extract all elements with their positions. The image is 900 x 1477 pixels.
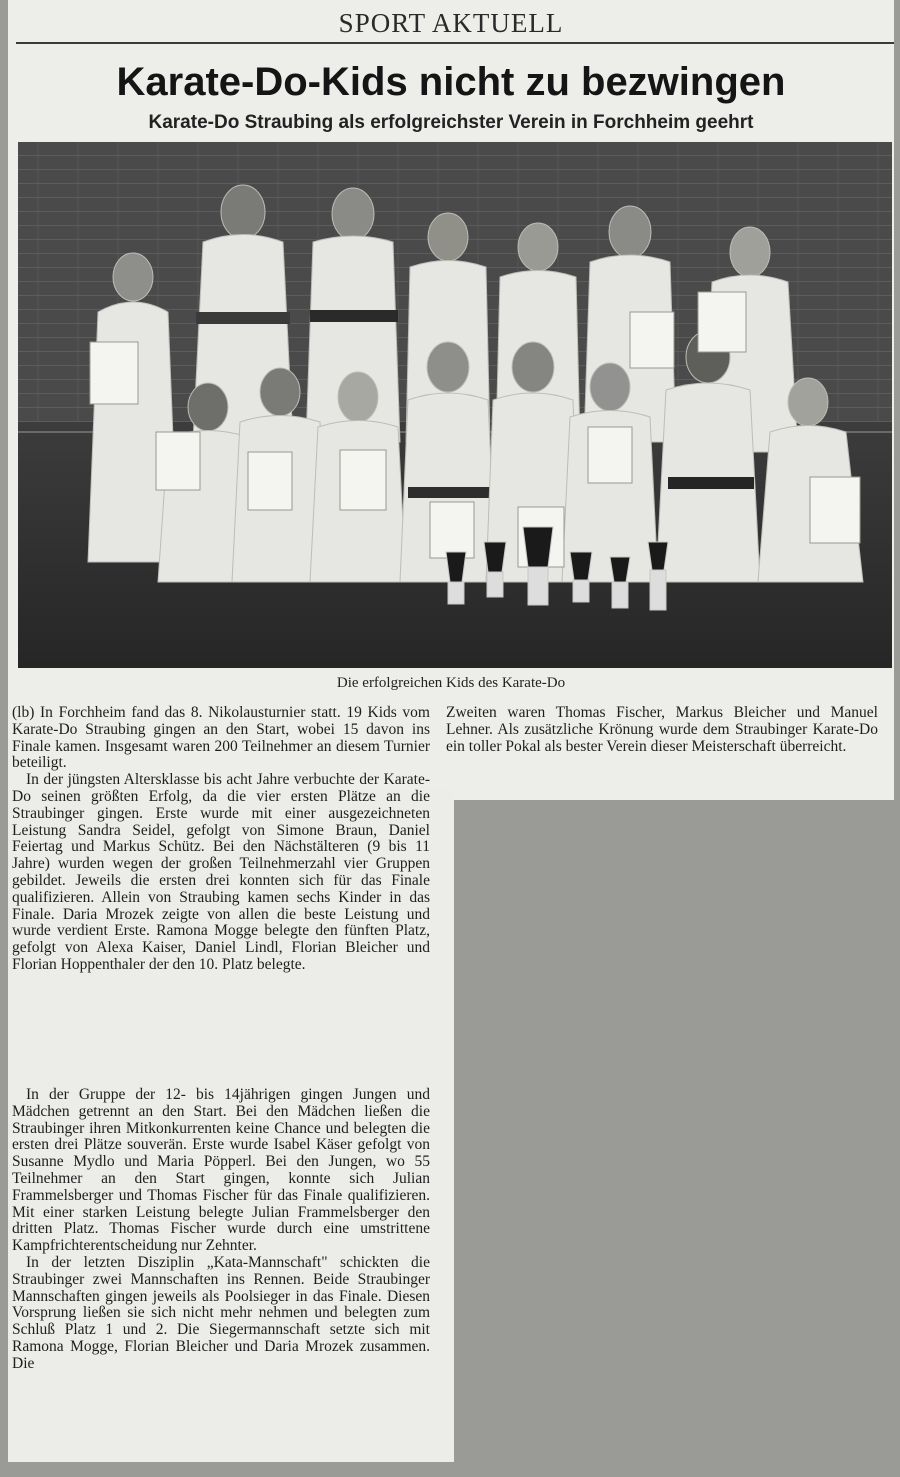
photo-caption: Die erfolgreichen Kids des Karate-Do — [336, 675, 566, 691]
article-column-left-bottom — [12, 1087, 430, 1373]
article-paragraph-2: In der jüngsten Altersklasse bis acht Jahre verbuchte der Karate-Do seinen größten Erfolg, da die vier ersten Plätze an die Straubinger gingen. Erste wurde mit einer ausgezeichneten Leistung Sandra Seidel, gefolgt von Simone Braun, Daniel Feiertag und Markus Schütz. Bei den Nächstälteren (9 bis 11 Jahre) wurden wegen der großen Teilnehmerzahl vier Gruppen gebildet. Jeweils die ersten drei konnten sich für das Finale qualifizieren. Allein von Straubing kamen sechs Kinder in das Finale. Daria Mrozek zeigte von allen die beste Leistung und wurde verdient Erste. Ramona Mogge belegte den fünften Platz, gefolgt von Alexa Kaiser, Daniel Lindl, Florian Bleicher und Florian Hoppenthaler der den 10. Platz belegte. — [12, 771, 430, 973]
team-photo — [18, 142, 892, 668]
article-paragraph-5: Zweiten waren Thomas Fischer, Markus Bleicher und Manuel Lehner. Als zusätzliche Krönung wurde dem Straubinger Karate-Do ein toller Pokal als bester Verein dieser Meisterschaft überreicht. — [446, 704, 878, 755]
subheadline: Karate-Do Straubing als erfolgreichster Verein in Forchheim geehrt — [148, 112, 754, 133]
article-column-left-top — [12, 705, 430, 974]
headline: Karate-Do-Kids nicht zu bezwingen — [116, 60, 786, 104]
article-paragraph-3: In der Gruppe der 12- bis 14jährigen gingen Jungen und Mädchen getrennt an den Start. Bei den Mädchen ließen die Straubinger ihren Mitkonkurrenten keine Chance und belegten die ersten drei Plätze souverän. Erste wurde Isabel Käser gefolgt von Susanne Mydlo und Maria Pöpperl. Bei den Jungen, wo 55 Teilnehmer an den Start gingen, konnte sich Julian Frammelsberger und Thomas Fischer für das Finale qualifizieren. Mit einer starken Leistung belegte Julian Frammelsberger den dritten Platz. Thomas Fischer wurde durch eine umstrittene Kampfrichterentscheidung nur Zehnter. — [12, 1086, 430, 1255]
section-title: SPORT AKTUELL — [338, 8, 564, 38]
article-paragraph-1: (lb) In Forchheim fand das 8. Nikolausturnier statt. 19 Kids vom Karate-Do Straubing gingen an den Start, wobei 15 davon ins Finale kamen. Insgesamt waren 200 Teilnehmer an diesem Turnier beteiligt. — [12, 704, 430, 772]
article-column-right — [446, 705, 878, 755]
article-header — [8, 0, 894, 800]
team-photo-illustration — [18, 142, 892, 668]
section-rule — [16, 42, 894, 44]
article-paragraph-4: In der letzten Disziplin „Kata-Mannschaft" schickten die Straubinger zwei Mannschaften ins Rennen. Beide Straubinger Mannschaften gingen jeweils als Poolsieger in das Finale. Diesen Vorsprung ließen sie sich nicht mehr nehmen und belegten zum Schluß Platz 1 und 2. Die Siegermannschaft setzte sich mit Ramona Mogge, Florian Bleicher und Daria Mrozek zusammen. Die — [12, 1253, 430, 1372]
